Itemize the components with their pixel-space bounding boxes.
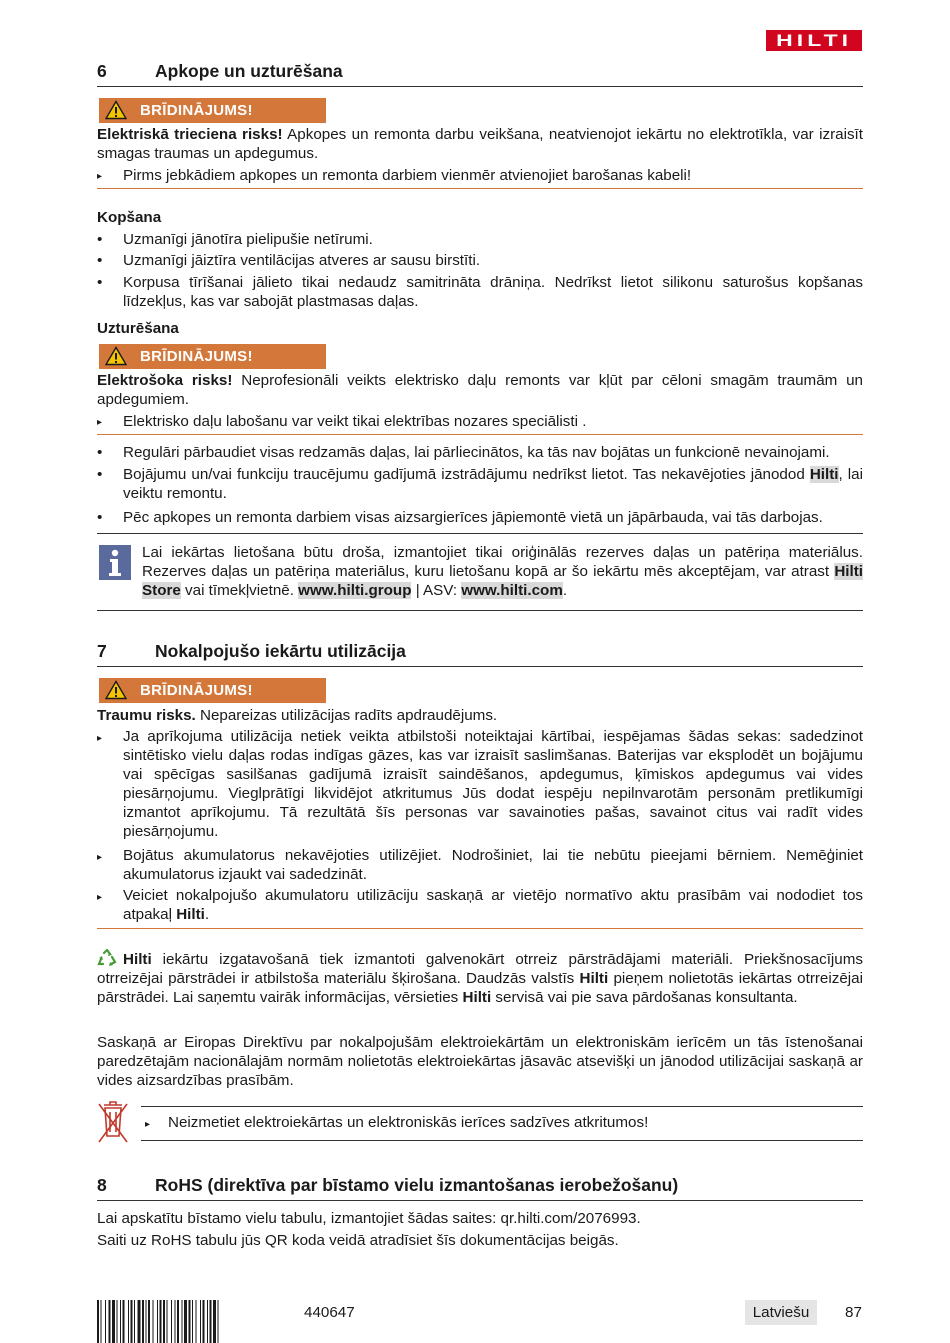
- warning-box: [99, 678, 326, 703]
- warning-triangle-icon: [105, 346, 127, 366]
- warning-label: BRĪDINĀJUMS!: [140, 102, 253, 119]
- list-item: Korpusa tīrīšanai jālieto tikai nedaudz samitrināta drāniņa. Nedrīkst lietot silikonu saturošus kopšanas līdzekļus, kas var sabojāt plastmasas daļas.: [123, 274, 863, 310]
- warning-action: Veiciet nokalpojušo akumulatoru utilizāciju saskaņā ar vietējo normatīvo aktu prasībām vai nododiet tos atpakaļ Hilti.: [123, 887, 863, 923]
- arrow-icon: ▸: [97, 171, 103, 182]
- section-number: 6: [97, 61, 107, 81]
- document-code: 440647: [304, 1304, 355, 1321]
- warning-box: [99, 98, 326, 123]
- website-link[interactable]: www.hilti.com: [461, 582, 563, 599]
- crossed-bin-icon: [97, 1098, 129, 1144]
- warning-action: Elektrisko daļu labošanu var veikt tikai elektrības nozares speciālisti .: [123, 413, 587, 430]
- bullet-icon: •: [97, 444, 103, 461]
- arrow-icon: ▸: [145, 1119, 151, 1130]
- cleaning-heading: Kopšana: [97, 209, 162, 226]
- section-8-heading: [97, 1176, 863, 1201]
- weee-note: Saskaņā ar Eiropas Direktīvu par nokalpojušām elektroiekārtām un elektroniskām ierīcēm un tās īstenošanai paredzētajām nacionālajām normām nolietotās elektroiekārtas jāsavāc atsevišķi un jānodod utilizācijai saskaņā ar vides aizsardzības prasībām.: [97, 1034, 863, 1089]
- warning-text: Traumu risks. Nepareizas utilizācijas radīts apdraudējums.: [97, 707, 498, 724]
- arrow-icon: ▸: [97, 892, 103, 903]
- list-item: Uzmanīgi jānotīra pielipušie netīrumi.: [123, 231, 373, 248]
- warning-text: Elektrošoka risks! Neprofesionāli veikts elektrisko daļu remonts var kļūt par cēloni smagām traumām un apdegumiem.: [97, 372, 863, 408]
- language-label: Latviešu: [745, 1300, 817, 1325]
- warning-label: BRĪDINĀJUMS!: [140, 682, 253, 699]
- warning-text: Elektriskā trieciena risks! Apkopes un remonta darbu veikšana, neatvienojot iekārtu no elektrotīkla, var izraisīt smagas traumas un apdegumus.: [97, 126, 863, 162]
- section-title: Nokalpojušo iekārtu utilizācija: [155, 641, 406, 661]
- list-item: Bojājumu un/vai funkciju traucējumu gadījumā izstrādājumu nedrīkst lietot. Tas nekavējoties jānodod Hilti, lai veiktu remontu.: [123, 466, 864, 502]
- page-number: 87: [845, 1304, 862, 1321]
- section-title: RoHS (direktīva par bīstamo vielu izmantošanas ierobežošanu): [155, 1175, 679, 1195]
- divider: [97, 188, 863, 189]
- warning-triangle-icon: [105, 100, 127, 120]
- section-title: Apkope un uzturēšana: [155, 61, 343, 81]
- list-item: Pēc apkopes un remonta darbiem visas aizsargierīces jāpiemontē vietā un jāpārbauda, vai tās darbojas.: [123, 509, 823, 526]
- warning-action: Pirms jebkādiem apkopes un remonta darbiem vienmēr atvienojiet barošanas kabeli!: [123, 167, 692, 184]
- info-note: Lai iekārtas lietošana būtu droša, izmantojiet tikai oriģinālās rezerves daļas un patēriņa materiālus. Rezerves daļas un patēriņa materiālus, kuru lietošanu kopā ar šo iekārtu mēs akceptējam, var atrast Hilti Store vai tīmekļvietnē. www.hilti.group | ASV: www.hilti.com.: [142, 544, 863, 599]
- bullet-icon: •: [97, 231, 103, 248]
- warning-label: BRĪDINĀJUMS!: [140, 348, 253, 365]
- website-link[interactable]: www.hilti.group: [298, 582, 412, 599]
- divider: [97, 533, 863, 534]
- divider: [97, 434, 863, 435]
- warning-action: Ja aprīkojuma utilizācija netiek veikta atbilstoši noteiktajai kārtībai, iespējamas šādas sekas: sadedzinot sintētisko vielu daļas rodas indīgas gāzes, kas var izraisīt saslimšanas. Baterijas var eksplodēt un bojājumu vai spēcīgas sasilšanas gadījumā izraisīt saindēšanos, apdegumus, ķīmiskos apdegumus vai vides piesārņojumu. Vieglprātīgi likvidējot atkritumus Jūs dodat iespēju nepilnvarotām personām pretlikumīgi izmantot aprīkojumu. Tā rezultātā šīs personas var savainoties pašas, savainot citus vai radīt vides piesārņojumu.: [123, 728, 863, 840]
- barcode: [97, 1300, 273, 1343]
- warning-box: [99, 344, 326, 369]
- recycling-note: Hilti iekārtu izgatavošanā tiek izmantoti galvenokārt otrreiz pārstrādājami materiāli. Priekšnosacījums otrreizējai pārstrādei ir atbilstoša materiālu šķirošana. Daudzās valstīs Hilti pieņem nolietotās iekārtas otrreizējai pārstrādei. Lai saņemtu vairāk informācijas, vērsieties Hilti servisā vai pie sava pārdošanas konsultanta.: [97, 951, 863, 1006]
- list-item: Uzmanīgi jāiztīra ventilācijas atveres ar sausu birstīti.: [123, 252, 481, 269]
- maintenance-heading: Uzturēšana: [97, 320, 179, 337]
- divider: [97, 928, 863, 929]
- info-icon: [99, 545, 131, 580]
- divider: [141, 1106, 863, 1107]
- rohs-text: Saiti uz RoHS tabulu jūs QR koda veidā atradīsiet šīs dokumentācijas beigās.: [97, 1232, 619, 1249]
- bullet-icon: •: [97, 252, 103, 269]
- warning-action: Bojātus akumulatorus nekavējoties utilizējiet. Nodrošiniet, lai tie nebūtu pieejami bērniem. Nemēģiniet akumulatorus izjaukt vai sadedzināt.: [123, 847, 863, 883]
- bullet-icon: •: [97, 274, 103, 291]
- hilti-logo: HILTI: [766, 30, 862, 51]
- arrow-icon: ▸: [97, 417, 103, 428]
- rohs-text: Lai apskatītu bīstamo vielu tabulu, izmantojiet šādas saites: qr.hilti.com/2076993.: [97, 1210, 641, 1227]
- divider: [141, 1140, 863, 1141]
- section-7-heading: [97, 642, 863, 667]
- warning-triangle-icon: [105, 680, 127, 700]
- section-number: 8: [97, 1175, 107, 1195]
- arrow-icon: ▸: [97, 852, 103, 863]
- bullet-icon: •: [97, 509, 103, 526]
- list-item: Regulāri pārbaudiet visas redzamās daļas, lai pārliecinātos, ka tās nav bojātas un funkcionē nevainojami.: [123, 444, 830, 461]
- bullet-icon: •: [97, 466, 103, 483]
- arrow-icon: ▸: [97, 733, 103, 744]
- section-number: 7: [97, 641, 107, 661]
- section-6-heading: [97, 62, 863, 87]
- disposal-action: Neizmetiet elektroiekārtas un elektroniskās ierīces sadzīves atkritumos!: [168, 1114, 649, 1131]
- divider: [97, 610, 863, 611]
